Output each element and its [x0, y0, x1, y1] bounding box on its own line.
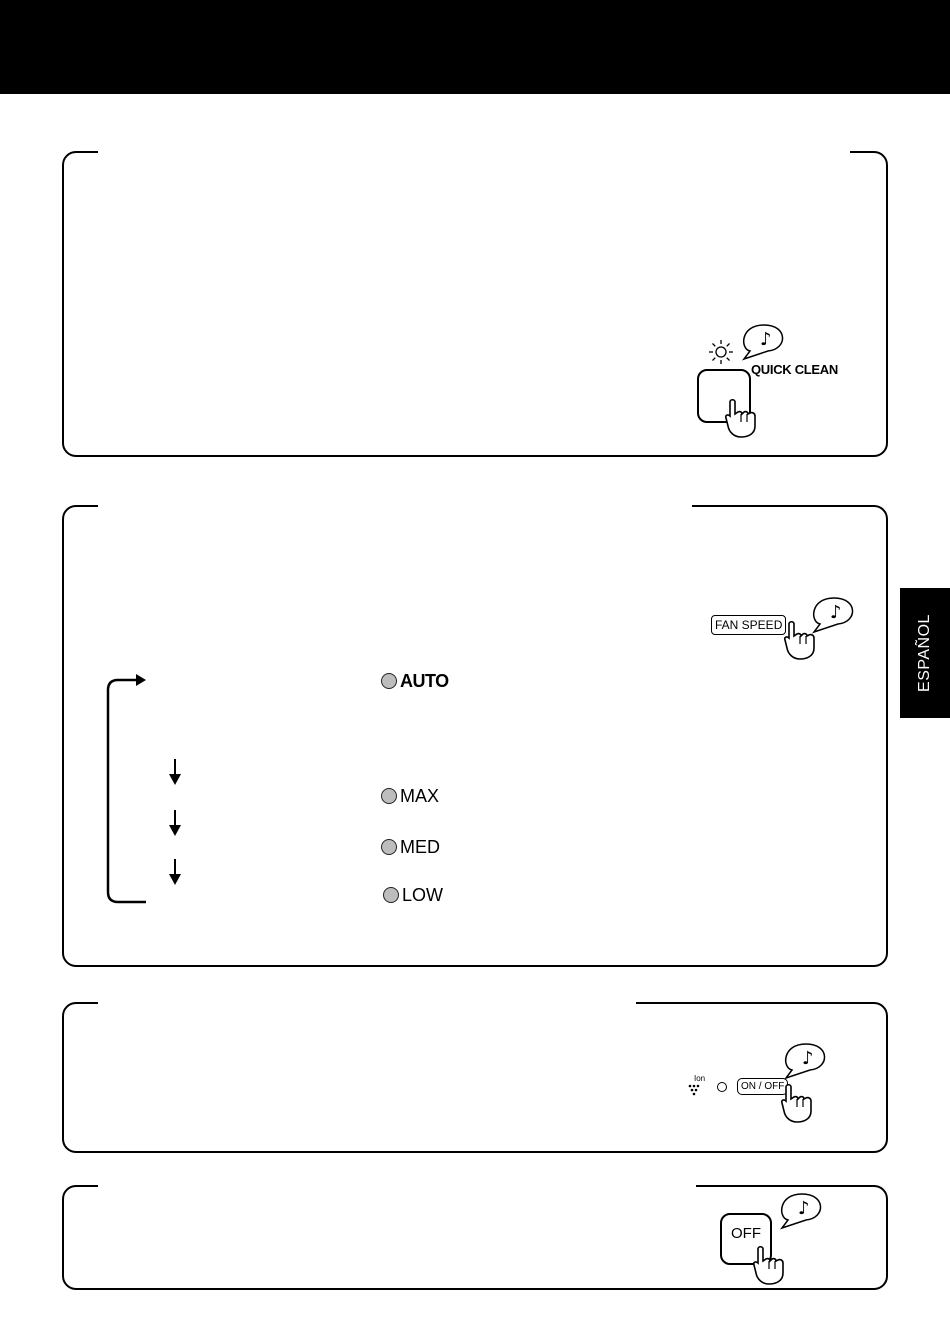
indicator-dot-icon — [381, 839, 397, 855]
pressing-hand-icon — [752, 1245, 788, 1285]
speech-bubble-note-icon — [782, 1040, 832, 1080]
ion-dots-icon — [688, 1084, 702, 1096]
mode-low — [383, 885, 443, 905]
header-bar — [0, 0, 950, 94]
pressing-hand-icon — [780, 1083, 816, 1123]
ion-indicator-led — [717, 1082, 727, 1092]
speech-bubble-note-icon — [778, 1190, 828, 1230]
indicator-dot-icon — [381, 788, 397, 804]
mode-med — [381, 837, 440, 857]
quick-clean-panel — [62, 151, 888, 457]
svg-text:♪: ♪ — [798, 1198, 810, 1219]
ion-label: Ion — [694, 1074, 706, 1083]
pressing-hand-icon — [724, 398, 760, 438]
sun-indicator-icon — [706, 337, 736, 367]
pressing-hand-icon — [783, 620, 819, 660]
svg-text:♪: ♪ — [760, 329, 772, 350]
svg-text:♪: ♪ — [830, 602, 842, 623]
fan-speed-panel — [62, 505, 888, 967]
indicator-dot-icon — [383, 887, 399, 903]
speech-bubble-note-icon — [740, 321, 790, 361]
indicator-dot-icon — [381, 673, 397, 689]
ion-on-off-button[interactable]: ON / OFF — [737, 1078, 788, 1095]
down-arrow-icon — [169, 759, 181, 785]
quick-clean-label: QUICK CLEAN — [751, 362, 838, 377]
cycle-arrow-icon — [100, 670, 160, 910]
off-button-label: OFF — [731, 1225, 761, 1242]
mode-max-label: MAX — [400, 786, 440, 806]
fan-speed-button[interactable]: FAN SPEED — [711, 615, 786, 635]
down-arrow-icon — [169, 810, 181, 836]
mode-auto — [381, 671, 449, 691]
svg-text:♪: ♪ — [802, 1048, 814, 1069]
language-tab — [900, 588, 950, 718]
mode-low-label: LOW — [402, 885, 444, 905]
mode-max — [381, 786, 439, 806]
mode-auto-label: AUTO — [400, 671, 449, 691]
mode-med-label: MED — [400, 837, 440, 857]
down-arrow-icon — [169, 859, 181, 885]
language-tab-label: ESPAÑOL — [916, 614, 933, 692]
